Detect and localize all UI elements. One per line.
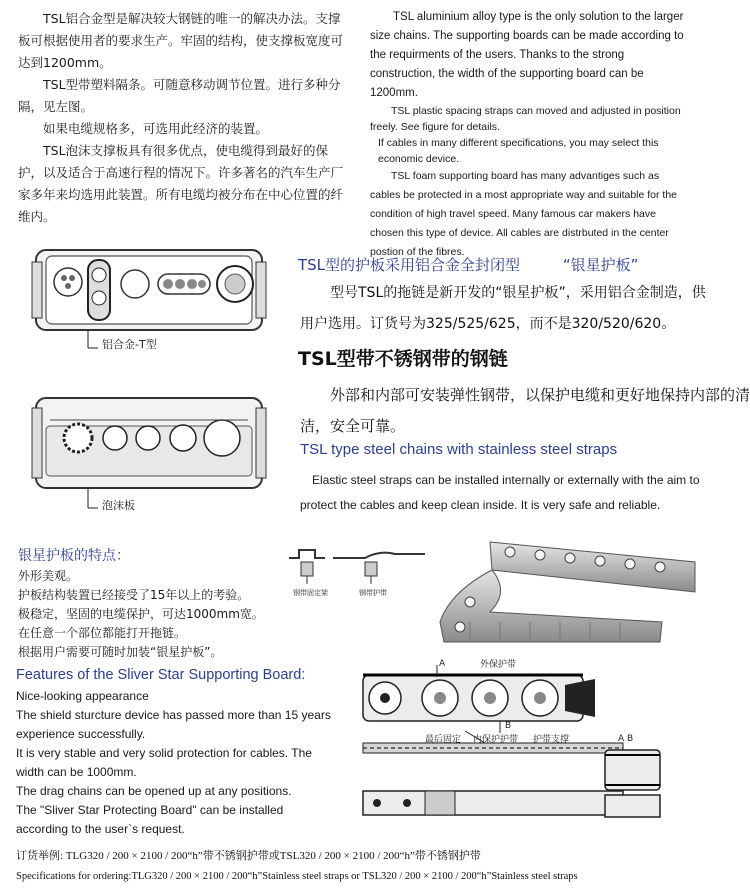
intro-en-para-2: TSL plastic spacing straps can moved and adjusted in position freely. See figure for details.: [370, 105, 681, 133]
intro-en-para-1: TSL aluminium alloy type is the only solution to the larger size chains. The supporting boards can be made according to the requirments of the users. Thanks to the strong construction, the width of the supporting board can be 1200mm.: [370, 11, 684, 99]
features-cn-item-1: 外形美观。: [18, 569, 79, 583]
diagram-label-last-fix: 最后固定: [425, 735, 462, 745]
features-en-item-1: Nice-looking appearance: [16, 689, 149, 703]
features-cn-heading: 银星护板的特点：: [18, 548, 130, 564]
diagram-label-inner-strap: 内保护护带: [473, 735, 519, 745]
bracket-sketch-drawing: [285, 540, 430, 610]
diagram-label-outer-strap: 外保护带: [480, 660, 517, 670]
features-cn-item-5: 根据用户需要可随时加装“银星护板”。: [18, 645, 223, 659]
intro-cn-para-1: TSL铝合金型是解决较大钢链的唯一的解决办法。支撑板可根据使用者的要求生产。牢固的结构，使支撑板宽度可达到1200mm。: [18, 11, 344, 70]
silver-star-heading: TSL型的护板采用铝合金全封闭型: [298, 256, 521, 274]
diagram-label-ab: A B: [618, 734, 634, 744]
silver-star-heading-row: [298, 254, 698, 275]
features-cn-item-2: 护板结构装置已经接受了15年以上的考验。: [18, 588, 250, 602]
features-en-item-4: The drag chains can be opened up at any positions.: [16, 784, 292, 798]
diagram-label-strap-support: 护带支撑: [533, 735, 570, 745]
chain-photo: [430, 522, 700, 652]
steel-strap-body-en: [300, 468, 700, 518]
label-alu-t-type: 铝合金-T型: [102, 338, 157, 351]
strap-diagram: [355, 655, 700, 830]
bracket-label-2: 钢带护带: [359, 589, 387, 597]
intro-cn-block: [18, 8, 343, 228]
silver-star-heading-quote: “银星护板”: [562, 256, 639, 274]
steel-strap-heading-cn: TSL型带不锈钢带的钢链: [298, 348, 508, 370]
chain-photo-drawing: [430, 522, 700, 652]
intro-cn-para-3: 如果电缆规格多，可选用此经济的装置。: [43, 121, 269, 136]
steel-strap-body-cn: [300, 380, 750, 442]
features-cn-item-4: 在任意一个部位都能打开拖链。: [18, 626, 187, 640]
silver-star-body-line-1: 型号TSL的拖链是新开发的“银星护板”，采用铝合金制造，供: [330, 285, 706, 301]
strap-diagram-drawing: [355, 655, 700, 830]
steel-strap-body-en-2: protect the cables and keep clean inside. It is very safe and reliable.: [300, 498, 661, 512]
foam-board-drawing: [30, 390, 270, 520]
features-en-block: [16, 663, 336, 839]
bracket-sketches: [285, 540, 430, 610]
steel-strap-body-cn-1: 外部和内部可安装弹性钢带，以保护电缆和更好地保持内部的清: [330, 386, 750, 404]
silver-star-body: [300, 278, 706, 340]
diagram-label-b: B: [505, 721, 512, 731]
features-cn-item-3: 极稳定，坚固的电缆保护，可达1000mm宽。: [18, 607, 264, 621]
features-en-item-5: The "Sliver Star Protecting Board" can be installed according to the user`s request.: [16, 803, 284, 836]
ordering-en: Specifications for ordering:TLG320 / 200 × 2100 / 200“h”Stainless steel straps or TSL320 / 200 × 2100 / 200“h”Stainless steel straps: [16, 871, 578, 882]
steel-strap-heading-en: TSL type steel chains with stainless steel straps: [300, 441, 618, 458]
features-en-item-3: It is very stable and very solid protection for cables. The width can be 1000mm.: [16, 746, 312, 779]
label-foam-board: 泡沫板: [102, 499, 135, 512]
ordering-cn: 订货举例: TLG320 / 200 × 2100 / 200“h”带不锈钢护带或TSL320 / 200 × 2100 / 200“h”带不锈钢护带: [16, 850, 481, 862]
features-en-heading: Features of the Sliver Star Supporting Board:: [16, 667, 306, 683]
steel-strap-body-cn-2: 洁，安全可靠。: [300, 417, 406, 435]
bracket-label-1: 钢带固定架: [293, 589, 328, 597]
figure-alu-t-type: [30, 242, 270, 357]
features-en-item-2: The shield sturcture device has passed more than 15 years experience successfully.: [16, 708, 331, 741]
features-cn-block: [18, 545, 298, 662]
intro-en-para-4: TSL foam supporting board has many advantiges such as cables be protected in a most appropriate way and suitable for the condition of high travel speed. Many famous car makers have chosen this type of device. All cables are distrbuted in the center postion of the fibres.: [370, 170, 678, 258]
intro-cn-para-4: TSL泡沫支撑板具有很多优点，使电缆得到最好的保护，以及适合于高速行程的情况下。许多著名的汽车生产厂家多年来均选用此装置。所有电缆均被分布在中心位置的纤维内。: [18, 143, 344, 224]
intro-cn-para-2: TSL型带塑料隔条。可随意移动调节位置。进行多种分隔，见左图。: [18, 77, 341, 114]
intro-en-para-3: If cables in many different specifications, you may select this economic device.: [378, 137, 659, 165]
figure-foam-board: [30, 390, 270, 520]
intro-en-block: [370, 8, 690, 262]
steel-strap-body-en-1: Elastic steel straps can be installed internally or externally with the aim to: [312, 473, 700, 487]
diagram-label-a: A: [439, 659, 446, 669]
silver-star-body-line-2: 用户选用。订货号为325/525/625，而不是320/520/620。: [300, 316, 676, 332]
